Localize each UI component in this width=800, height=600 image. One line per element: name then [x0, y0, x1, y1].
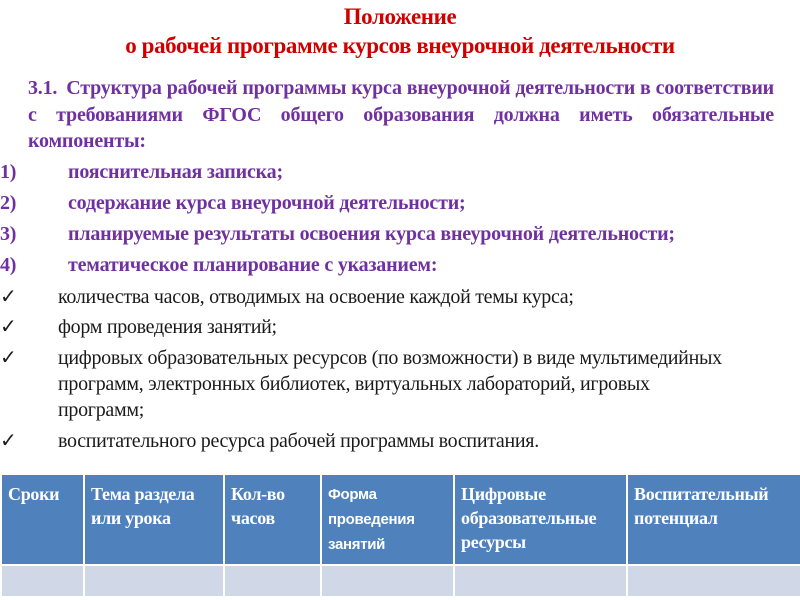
- header-cell: Сроки: [1, 474, 84, 565]
- section-number: 3.1.: [28, 77, 58, 99]
- item-text: планируемые результаты освоения курса внеурочной деятельности;: [68, 223, 675, 245]
- table-header-row: [1, 474, 800, 565]
- table-cell: [321, 565, 454, 597]
- checkmark-icon: ✓: [0, 316, 17, 338]
- item-text: содержание курса внеурочной деятельности;: [68, 192, 466, 214]
- header-cell: Воспитательный потенциал: [627, 474, 800, 565]
- check-item-text: воспитательного ресурса рабочей программы воспитания.: [58, 430, 539, 452]
- header-cell: Цифровые образовательные ресурсы: [454, 474, 627, 565]
- planning-table: [0, 473, 800, 598]
- check-item: [0, 284, 740, 310]
- section-text: Структура рабочей программы курса внеурочной деятельности в соответствии с требованиями ФГОС общего образования должна иметь обязательные компоненты:: [28, 77, 774, 152]
- table-row: [1, 565, 800, 597]
- check-item-text: количества часов, отводимых на освоение каждой темы курса;: [58, 286, 574, 308]
- table-cell: [627, 565, 800, 597]
- table-cell: [454, 565, 627, 597]
- check-item-text: форм проведения занятий;: [58, 316, 277, 338]
- slide-subtitle: о рабочей программе курсов внеурочной деятельности: [125, 33, 675, 58]
- numbered-item: [0, 254, 437, 277]
- numbered-item: [0, 223, 675, 246]
- checkmark-icon: ✓: [0, 347, 17, 369]
- numbered-item: [0, 161, 283, 184]
- check-item: [0, 314, 740, 340]
- numbered-item: [0, 192, 465, 215]
- section-paragraph: [28, 75, 774, 155]
- item-number: 4): [0, 254, 17, 276]
- table-cell: [224, 565, 321, 597]
- item-text: тематическое планирование с указанием:: [68, 254, 438, 276]
- table-cell: [84, 565, 224, 597]
- check-item: [0, 345, 740, 423]
- checkmark-icon: ✓: [0, 430, 17, 452]
- item-number: 1): [0, 161, 17, 183]
- slide-title: Положение: [343, 4, 457, 29]
- header-cell: Форма проведения занятий: [321, 474, 454, 565]
- header-cell: Тема раздела или урока: [84, 474, 224, 565]
- header-cell: Кол-во часов: [224, 474, 321, 565]
- check-item: [0, 428, 740, 454]
- checkmark-icon: ✓: [0, 286, 17, 308]
- table-cell: [1, 565, 84, 597]
- item-number: 3): [0, 223, 17, 245]
- item-number: 2): [0, 192, 17, 214]
- check-item-text: цифровых образовательных ресурсов (по возможности) в виде мультимедийных программ, электронных библиотек, виртуальных лабораторий, игровых программ;: [58, 347, 722, 421]
- item-text: пояснительная записка;: [68, 161, 283, 183]
